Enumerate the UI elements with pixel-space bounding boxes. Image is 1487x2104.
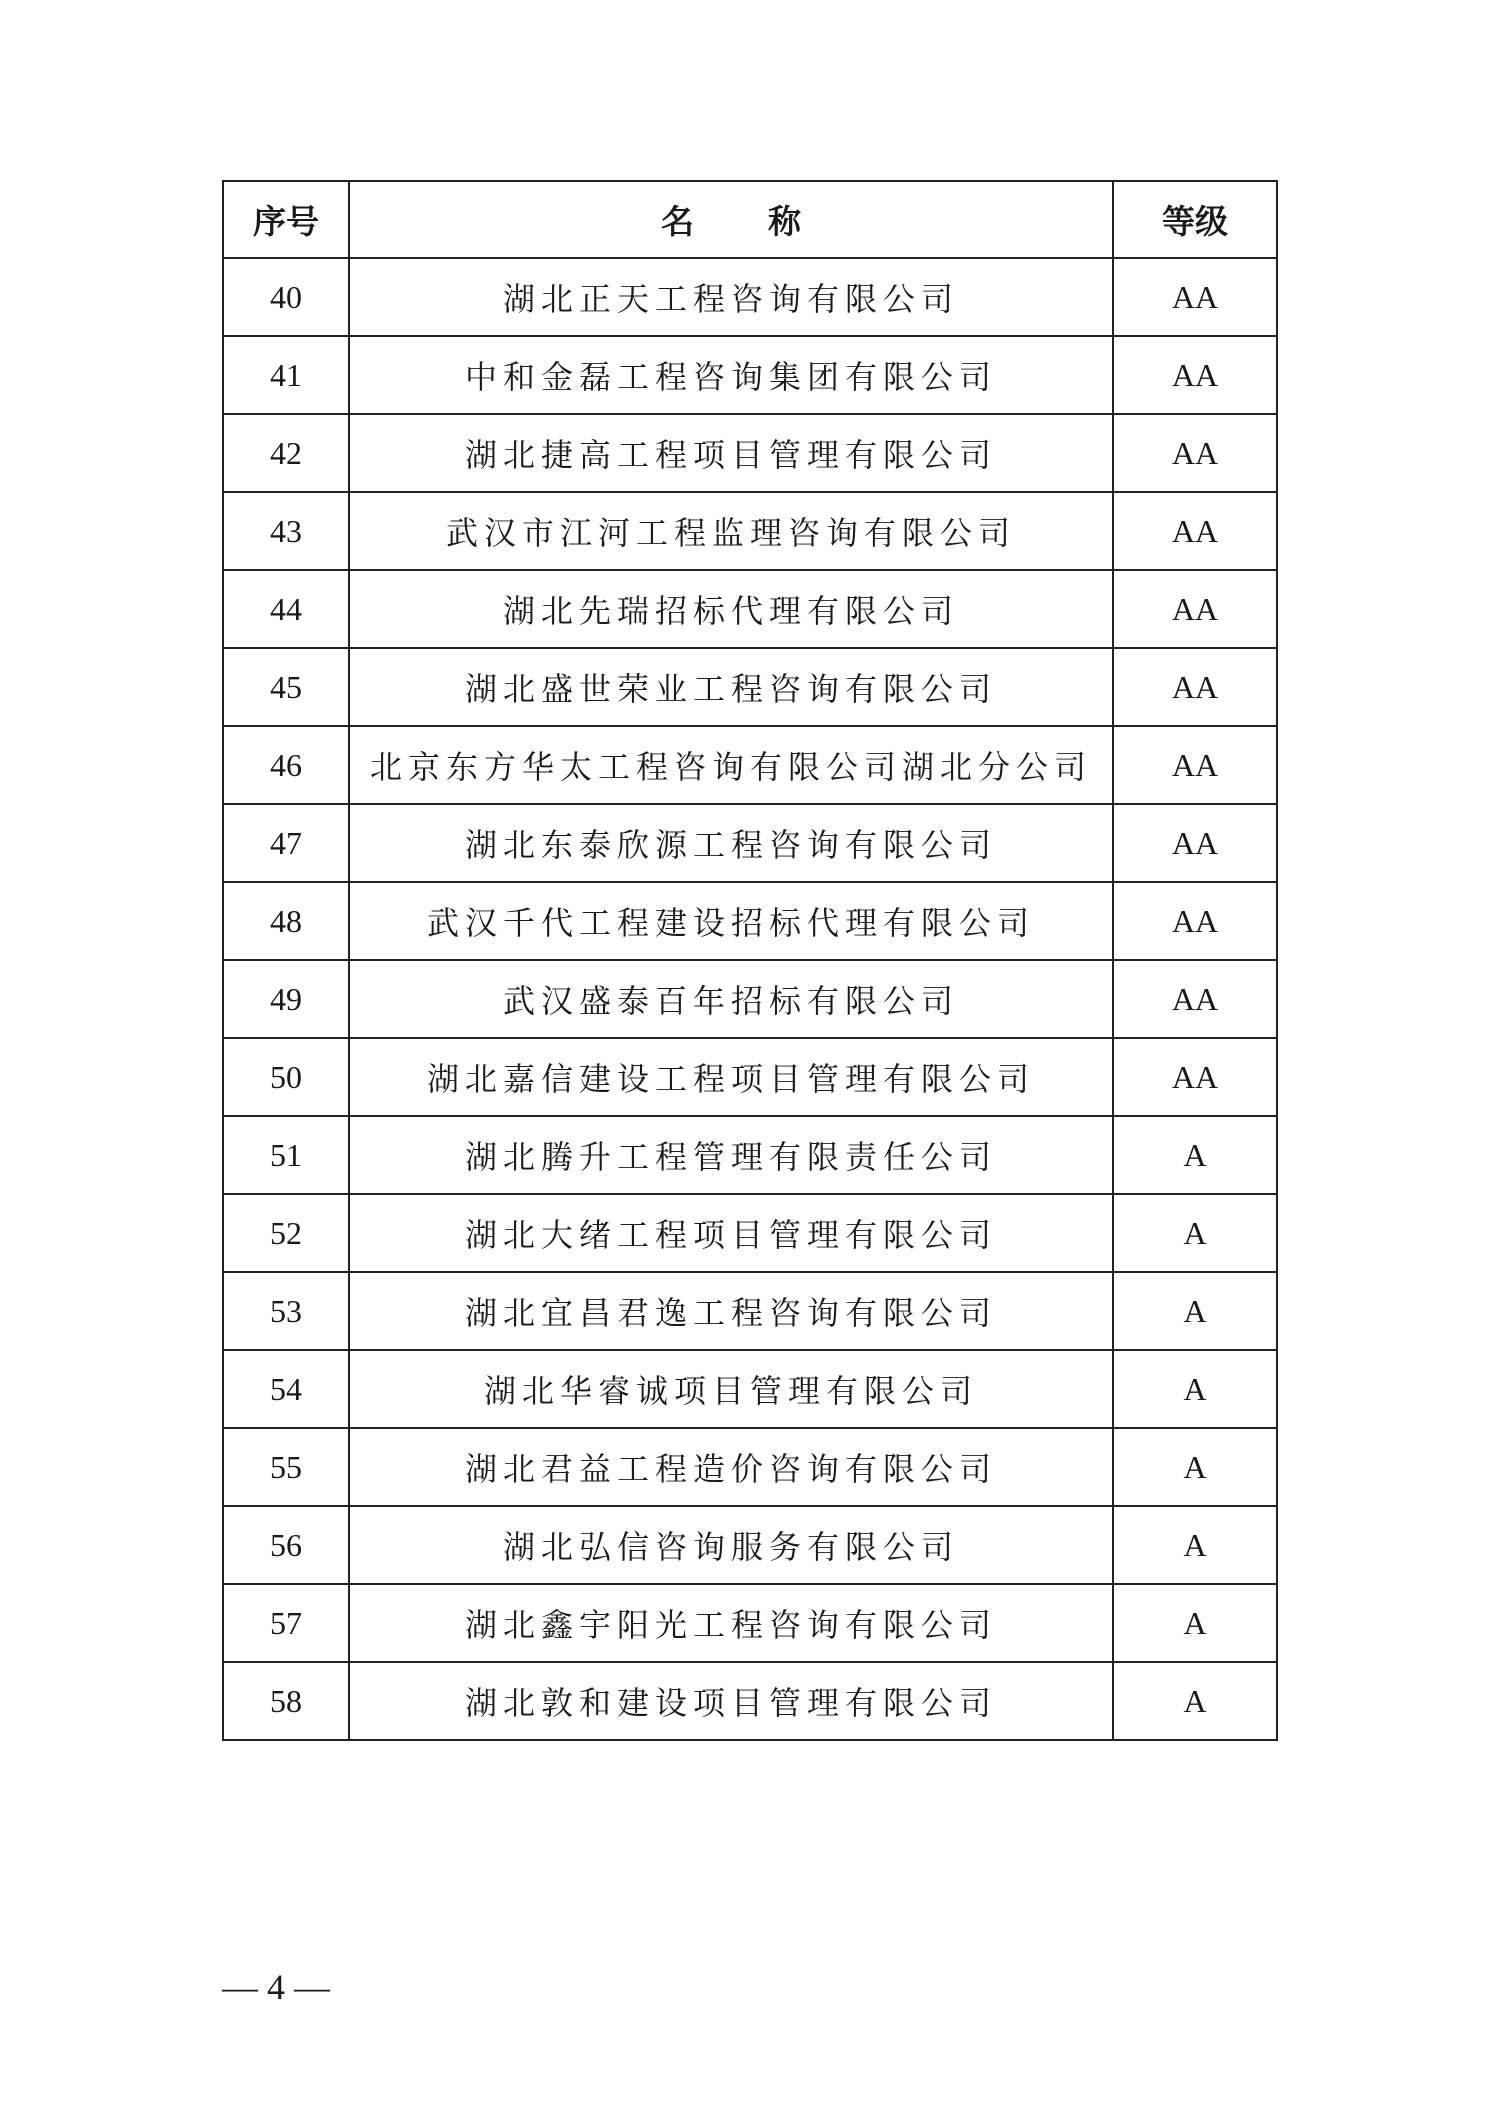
- row-company-name: 武汉市江河工程监理咨询有限公司: [349, 492, 1113, 570]
- row-grade: AA: [1113, 1038, 1277, 1116]
- table-row: [223, 1662, 1277, 1740]
- row-index: 45: [223, 648, 349, 726]
- row-company-name: 湖北君益工程造价咨询有限公司: [349, 1428, 1113, 1506]
- row-company-name: 武汉千代工程建设招标代理有限公司: [349, 882, 1113, 960]
- row-company-name: 湖北捷高工程项目管理有限公司: [349, 414, 1113, 492]
- row-company-name: 湖北盛世荣业工程咨询有限公司: [349, 648, 1113, 726]
- row-index: 54: [223, 1350, 349, 1428]
- header-grade: 等级: [1113, 181, 1277, 258]
- header-index: 序号: [223, 181, 349, 258]
- row-index: 55: [223, 1428, 349, 1506]
- row-grade: A: [1113, 1194, 1277, 1272]
- row-index: 51: [223, 1116, 349, 1194]
- company-grade-table: [222, 180, 1278, 1741]
- row-index: 53: [223, 1272, 349, 1350]
- row-grade: AA: [1113, 804, 1277, 882]
- row-company-name: 湖北宜昌君逸工程咨询有限公司: [349, 1272, 1113, 1350]
- table-row: [223, 336, 1277, 414]
- table-row: [223, 258, 1277, 336]
- row-company-name: 武汉盛泰百年招标有限公司: [349, 960, 1113, 1038]
- row-index: 40: [223, 258, 349, 336]
- row-grade: AA: [1113, 258, 1277, 336]
- row-index: 49: [223, 960, 349, 1038]
- table-row: [223, 1038, 1277, 1116]
- row-grade: AA: [1113, 414, 1277, 492]
- table-row: [223, 1428, 1277, 1506]
- table-row: [223, 492, 1277, 570]
- row-company-name: 湖北先瑞招标代理有限公司: [349, 570, 1113, 648]
- row-grade: AA: [1113, 492, 1277, 570]
- row-index: 43: [223, 492, 349, 570]
- table-row: [223, 1116, 1277, 1194]
- row-grade: AA: [1113, 882, 1277, 960]
- table-row: [223, 1506, 1277, 1584]
- row-index: 42: [223, 414, 349, 492]
- row-grade: AA: [1113, 648, 1277, 726]
- row-company-name: 湖北腾升工程管理有限责任公司: [349, 1116, 1113, 1194]
- row-grade: A: [1113, 1662, 1277, 1740]
- row-index: 57: [223, 1584, 349, 1662]
- table-row: [223, 960, 1277, 1038]
- table-header: [223, 181, 1277, 258]
- row-grade: AA: [1113, 336, 1277, 414]
- table-row: [223, 1272, 1277, 1350]
- table-header-row: [223, 181, 1277, 258]
- row-grade: A: [1113, 1584, 1277, 1662]
- row-company-name: 中和金磊工程咨询集团有限公司: [349, 336, 1113, 414]
- row-index: 41: [223, 336, 349, 414]
- row-company-name: 湖北敦和建设项目管理有限公司: [349, 1662, 1113, 1740]
- table-row: [223, 570, 1277, 648]
- row-company-name: 湖北东泰欣源工程咨询有限公司: [349, 804, 1113, 882]
- table-row: [223, 882, 1277, 960]
- page-number: — 4 —: [222, 1967, 330, 2007]
- row-grade: AA: [1113, 726, 1277, 804]
- row-index: 52: [223, 1194, 349, 1272]
- table-row: [223, 1584, 1277, 1662]
- row-company-name: 湖北大绪工程项目管理有限公司: [349, 1194, 1113, 1272]
- row-company-name: 湖北嘉信建设工程项目管理有限公司: [349, 1038, 1113, 1116]
- table-row: [223, 414, 1277, 492]
- row-company-name: 湖北正天工程咨询有限公司: [349, 258, 1113, 336]
- row-index: 44: [223, 570, 349, 648]
- table-body: [223, 258, 1277, 1740]
- row-grade: A: [1113, 1272, 1277, 1350]
- row-grade: A: [1113, 1116, 1277, 1194]
- table-row: [223, 804, 1277, 882]
- row-index: 47: [223, 804, 349, 882]
- row-grade: A: [1113, 1506, 1277, 1584]
- header-name: 名称: [349, 181, 1113, 258]
- row-index: 48: [223, 882, 349, 960]
- row-company-name: 湖北鑫宇阳光工程咨询有限公司: [349, 1584, 1113, 1662]
- row-index: 50: [223, 1038, 349, 1116]
- row-grade: A: [1113, 1428, 1277, 1506]
- row-grade: A: [1113, 1350, 1277, 1428]
- table-row: [223, 648, 1277, 726]
- row-company-name: 北京东方华太工程咨询有限公司湖北分公司: [349, 726, 1113, 804]
- row-company-name: 湖北弘信咨询服务有限公司: [349, 1506, 1113, 1584]
- row-index: 56: [223, 1506, 349, 1584]
- row-company-name: 湖北华睿诚项目管理有限公司: [349, 1350, 1113, 1428]
- table-row: [223, 726, 1277, 804]
- row-index: 46: [223, 726, 349, 804]
- row-grade: AA: [1113, 960, 1277, 1038]
- table-row: [223, 1194, 1277, 1272]
- row-grade: AA: [1113, 570, 1277, 648]
- row-index: 58: [223, 1662, 349, 1740]
- table-row: [223, 1350, 1277, 1428]
